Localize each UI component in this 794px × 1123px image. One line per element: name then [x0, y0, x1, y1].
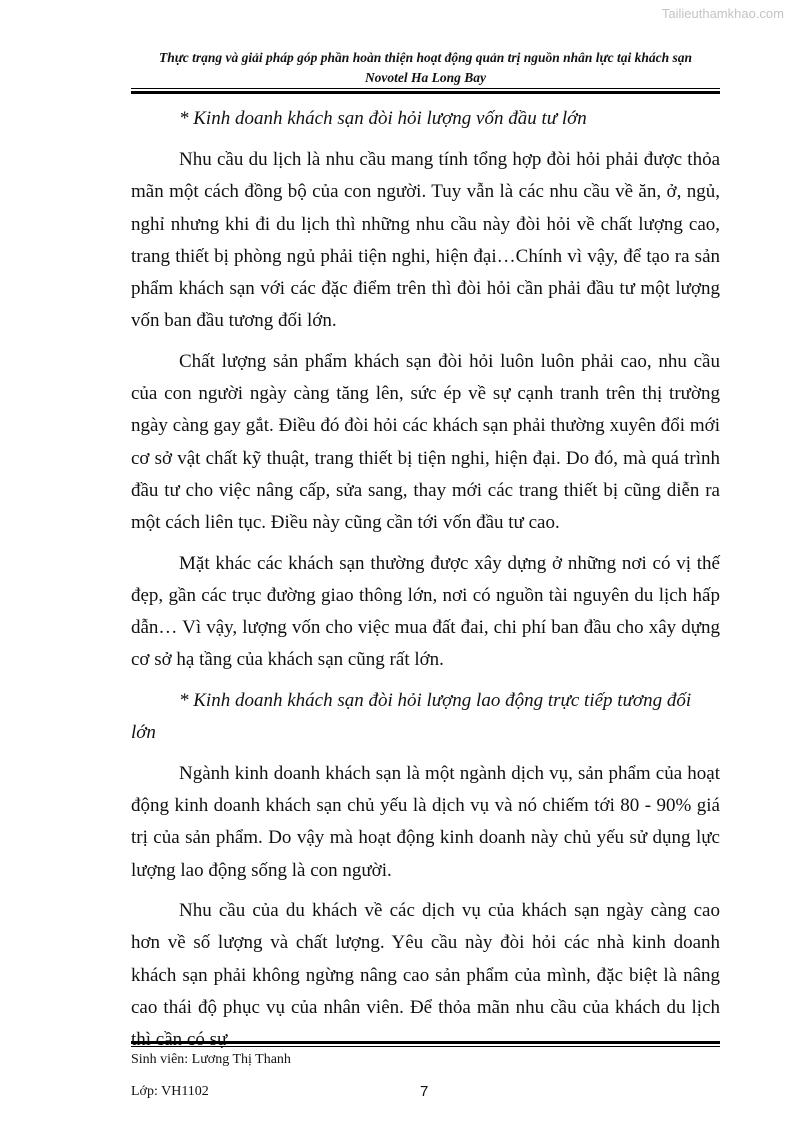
paragraph-3: Mặt khác các khách sạn thường được xây dựng ở những nơi có vị thế đẹp, gần các trục đường giao thông lớn, nơi có nguồn tài nguyên du lịch hấp dẫn… Vì vậy, lượng vốn cho việc mua đất đai, chi phí ban đầu cho xây dựng cơ sở hạ tầng của khách sạn cũng rất lớn.: [131, 552, 720, 671]
footer-student-name: Sinh viên: Lương Thị Thanh: [131, 1052, 291, 1067]
header-title-line-2: Novotel Ha Long Bay: [364, 70, 487, 85]
section-heading-labor: * Kinh doanh khách sạn đòi hỏi lượng lao động trực tiếp tương đối lớn: [131, 689, 692, 743]
header-double-rule: [131, 88, 720, 94]
section-heading-capital: * Kinh doanh khách sạn đòi hỏi lượng vốn đầu tư lớn: [179, 108, 587, 129]
page-body: [131, 103, 720, 1064]
paragraph-4: Ngành kinh doanh khách sạn là một ngành dịch vụ, sản phẩm của hoạt động kinh doanh khách sạn chủ yếu là dịch vụ và nó chiếm tới 80 - 90% giá trị của sản phẩm. Do vậy mà hoạt động kinh doanh này chủ yếu sử dụng lực lượng lao động sống là con người.: [131, 762, 720, 881]
watermark-text: Tailieuthamkhao.com: [661, 6, 784, 21]
paragraph-5: Nhu cầu của du khách về các dịch vụ của khách sạn ngày càng cao hơn về số lượng và chất lượng. Yêu cầu này đòi hỏi các nhà kinh doanh khách sạn phải không ngừng nâng cao sản phẩm của mình, đặc biệt là nâng cao thái độ phục vụ của nhân viên. Để thỏa mãn nhu cầu của khách du lịch thì cần có sự: [131, 899, 720, 1051]
paragraph-1: Nhu cầu du lịch là nhu cầu mang tính tổng hợp đòi hỏi phải được thỏa mãn một cách đồng bộ của con người. Tuy vẫn là các nhu cầu về ăn, ở, ngủ, nghỉ nhưng khi đi du lịch thì những nhu cầu này đòi hỏi về chất lượng cao, trang thiết bị phòng ngủ phải tiện nghi, hiện đại…Chính vì vậy, để tạo ra sản phẩm khách sạn với các đặc điểm trên thì đòi hỏi cần phải đầu tư một lượng vốn ban đầu tương đối lớn.: [131, 149, 720, 332]
page-number: 7: [420, 1083, 429, 1100]
footer-class-code: Lớp: VH1102: [131, 1084, 209, 1099]
paragraph-2: Chất lượng sản phẩm khách sạn đòi hỏi luôn luôn phải cao, nhu cầu của con người ngày càng tăng lên, sức ép về sự cạnh tranh trên thị trường ngày càng gay gắt. Điều đó đòi hỏi các khách sạn phải thường xuyên đổi mới cơ sở vật chất kỹ thuật, trang thiết bị tiện nghi, hiện đại. Do đó, mà quá trình đầu tư cho việc nâng cấp, sửa sang, thay mới các trang thiết bị cũng diễn ra một cách liên tục. Điều này cũng cần tới vốn đầu tư cao.: [131, 350, 720, 534]
header-title-line-1: Thực trạng và giải pháp góp phần hoàn thiện hoạt động quản trị nguồn nhân lực tại khách sạn: [158, 50, 693, 65]
footer-double-rule: [131, 1041, 720, 1047]
running-header: [131, 48, 720, 88]
